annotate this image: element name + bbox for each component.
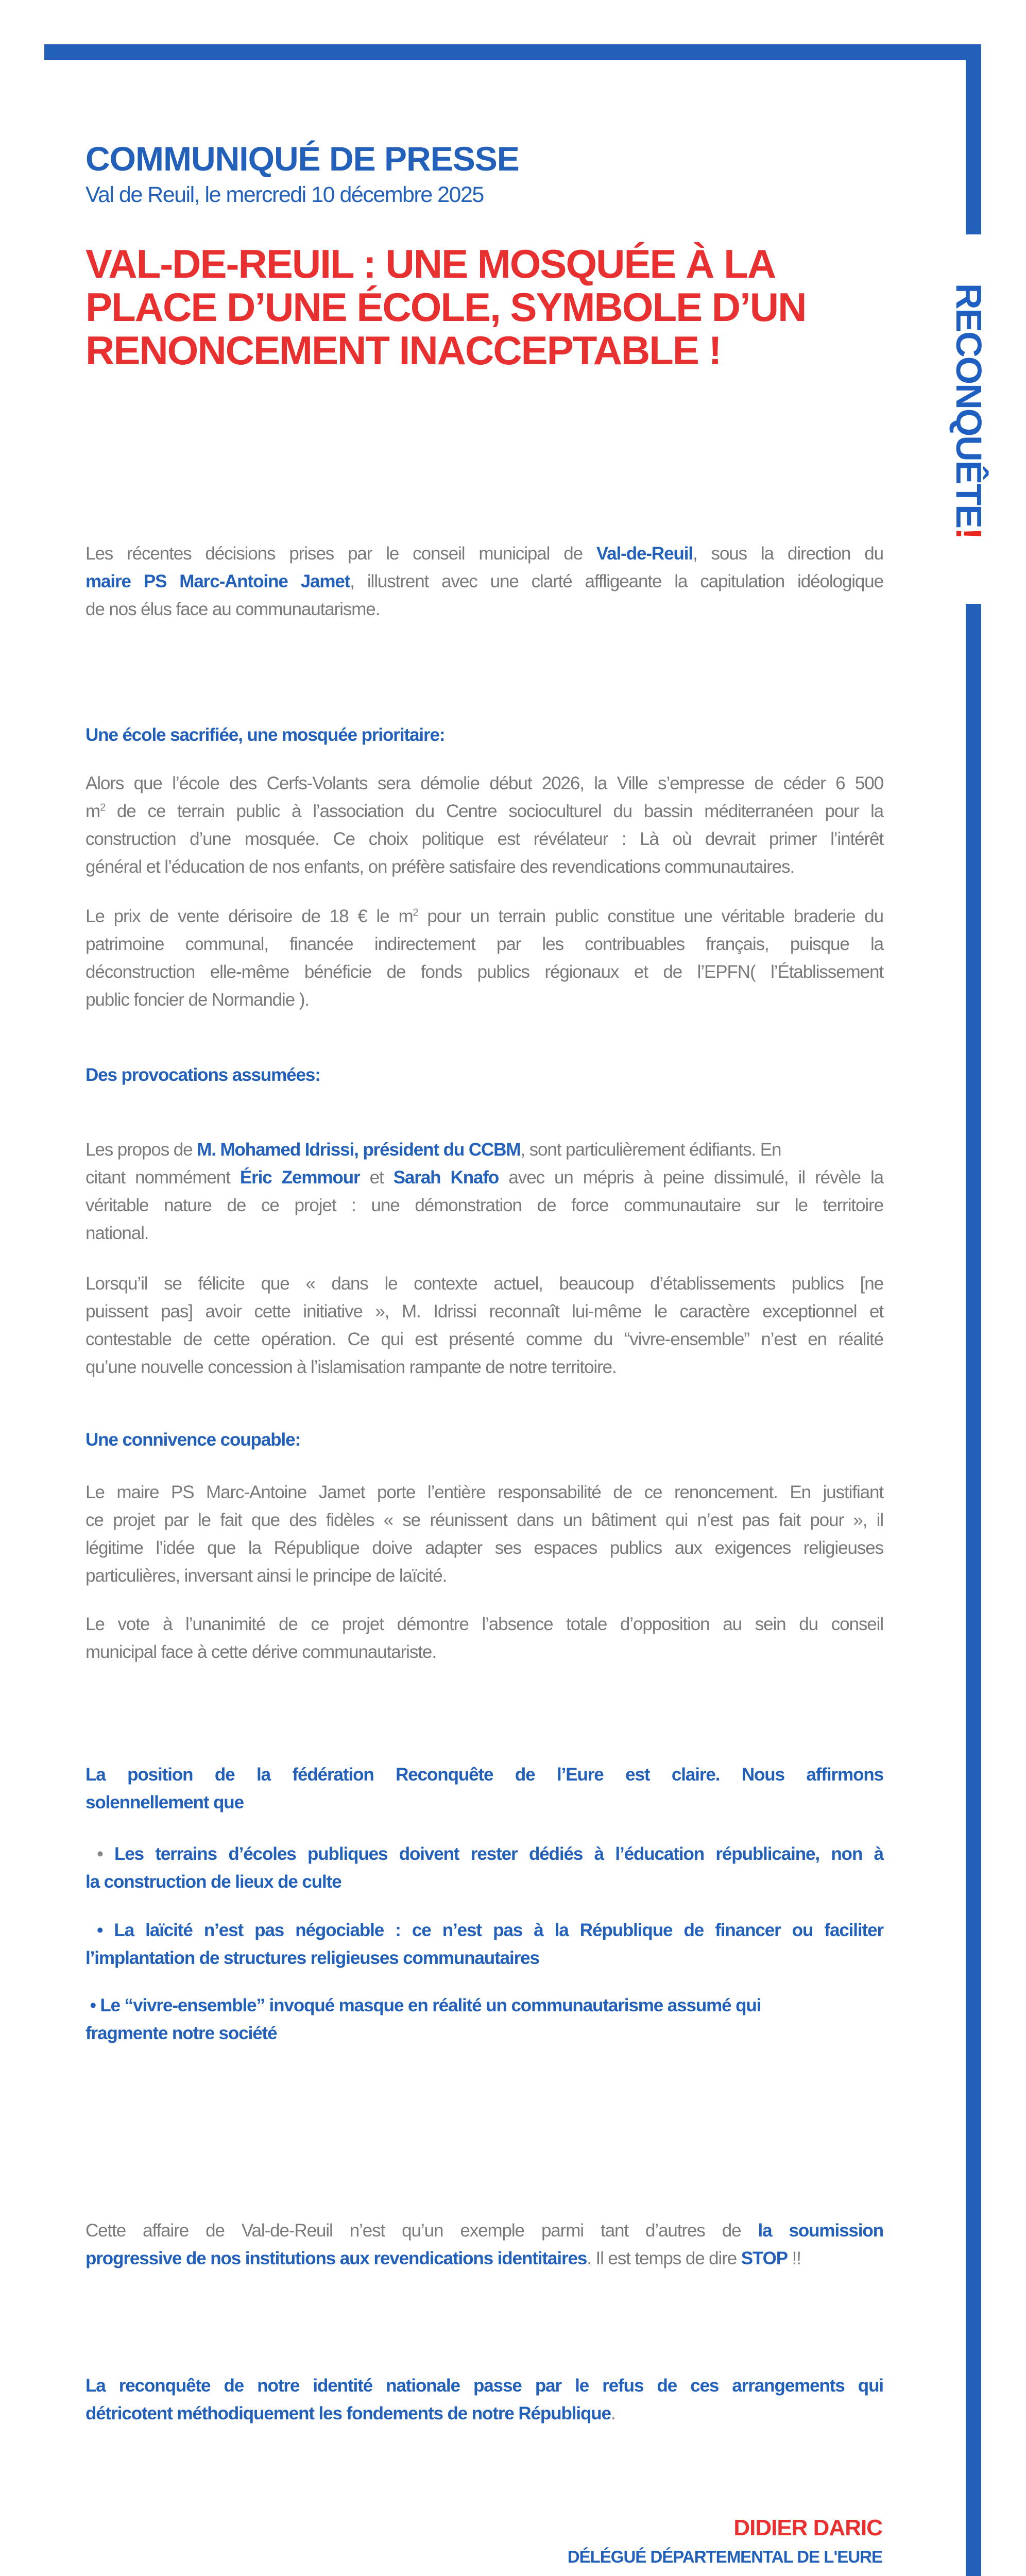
text-line: Lorsqu’il se félicite que « dans le contexte actuel, beaucoup d’établissements publics [ne (86, 1274, 883, 1294)
text-line: déconstruction elle-même bénéficie de fonds publics régionaux et de l’EPFN( l’Établissement (86, 962, 883, 982)
headline (86, 242, 910, 372)
reconquete-logo (949, 283, 989, 552)
signature-name: DIDIER DARIC (733, 2515, 882, 2540)
frame-bar-right-lower (966, 604, 981, 2576)
text-line: municipal face à cette dérive communautariste. (86, 1642, 436, 1662)
text-line (86, 2400, 883, 2428)
text-run: , sous la direction du (693, 544, 883, 564)
bullet-text: La laïcité n’est pas négociable : ce n’est pas à la République de financer ou faciliter (114, 1920, 883, 1940)
text-line: qu’une nouvelle concession à l’islamisation rampante de notre territoire. (86, 1357, 617, 1377)
text-run: pour un terrain public constitue une véritable braderie du (418, 906, 883, 926)
highlight-zemmour: Éric Zemmour (240, 1167, 360, 1188)
press-release-date: Val de Reuil, le mercredi 10 décembre 2025 (86, 182, 484, 207)
signature-role: DÉLÉGUÉ DÉPARTEMENTAL DE L'EURE (567, 2547, 882, 2566)
headline-line: RENONCEMENT INACCEPTABLE ! (86, 328, 721, 373)
highlight-val-de-reuil: Val-de-Reuil (596, 544, 693, 564)
text-line: particulières, inversant ainsi le principe de laïcité. (86, 1566, 447, 1586)
text-run: Les propos de (86, 1140, 197, 1160)
text-line: contestable de cette opération. Ce qui est présenté comme du “vivre-ensemble” n’est en réalité (86, 1329, 883, 1349)
text-line: construction d’une mosquée. Ce choix politique est révélateur : Là où devrait primer l’intérêt (86, 829, 883, 849)
text-line: Alors que l’école des Cerfs-Volants sera démolie début 2026, la Ville s’empresse de céder 6 500 (86, 773, 883, 793)
bullet-text: Les terrains d’écoles publiques doivent rester dédiés à l’éducation républicaine, non à (114, 1844, 883, 1864)
text-line: ce projet par le fait que des fidèles « se réunissent dans un bâtiment qui n’est pas fait pour », il (86, 1510, 883, 1530)
text-run: Le prix de vente dérisoire de 18 € le m (86, 906, 413, 926)
text-line: fragmente notre société (86, 2023, 277, 2043)
section-heading: Une connivence coupable: (86, 1430, 301, 1450)
highlight-institutions: progressive de nos institutions aux revendications identitaires (86, 2248, 587, 2268)
text-line: La position de la fédération Reconquête de l’Eure est claire. Nous affirmons (86, 1765, 883, 1785)
paragraph (86, 770, 883, 881)
paragraph (86, 1136, 883, 1247)
text-run: , sont particulièrement édifiants. En (520, 1140, 781, 1160)
text-line: de nos élus face au communautarisme. (86, 599, 380, 619)
final-statement (86, 2372, 883, 2428)
text-line (86, 2245, 883, 2273)
text-run: m (86, 801, 100, 821)
bullet-icon: • (90, 1995, 96, 2015)
bullet-item (86, 1840, 883, 1896)
frame-bar-top (44, 44, 981, 60)
text-line: l’implantation de structures religieuses communautaires (86, 1948, 539, 1968)
text-run: avec un mépris à peine dissimulé, il révèle la (499, 1167, 883, 1188)
text-line (86, 1136, 883, 1164)
text-line (86, 1992, 883, 2020)
text-line: général et l’éducation de nos enfants, on préfère satisfaire des revendications communautaires. (86, 857, 795, 877)
highlight-idrissi: M. Mohamed Idrissi, président du CCBM (197, 1140, 521, 1160)
closing-paragraph (86, 2217, 883, 2273)
paragraph (86, 1479, 883, 1590)
text-run: , illustrent avec une clarté affligeante la capitulation idéologique (350, 571, 883, 591)
logo-text: RECONQUÊTE (949, 283, 989, 528)
text-run: . Il est temps de dire (587, 2248, 741, 2268)
text-line: légitime l’idée que la République doive adapter ses espaces publics aux exigences religieuses (86, 1538, 883, 1558)
text-run: citant nommément (86, 1167, 240, 1188)
text-line: La reconquête de notre identité nationale passe par le refus de ces arrangements qui (86, 2376, 883, 2396)
text-line (86, 1164, 883, 1192)
highlight-soumission: la soumission (758, 2221, 883, 2241)
frame-bar-right-upper (966, 44, 981, 234)
text-line: public foncier de Normandie ). (86, 990, 309, 1010)
text-run: !! (788, 2248, 801, 2268)
section-heading: Une école sacrifiée, une mosquée prioritaire: (86, 725, 445, 745)
text-line (86, 568, 883, 596)
text-line: Le vote à l’unanimité de ce projet démontre l’absence totale d’opposition au sein du conseil (86, 1614, 883, 1634)
headline-line: PLACE D’UNE ÉCOLE, SYMBOLE D’UN (86, 284, 806, 330)
text-line (86, 1840, 883, 1868)
bullet-text: Le “vivre-ensemble” invoqué masque en réalité un communautarisme assumé qui (100, 1995, 761, 2015)
superscript: 2 (413, 907, 418, 919)
text-line: patrimoine communal, financée indirectement par les contribuables français, puisque la (86, 934, 883, 954)
text-line (86, 798, 883, 825)
intro-paragraph (86, 540, 883, 623)
paragraph (86, 1611, 883, 1666)
text-line (86, 1917, 883, 1944)
federation-position (86, 1761, 883, 1817)
text-line: national. (86, 1223, 149, 1243)
highlight-knafo: Sarah Knafo (393, 1167, 499, 1188)
paragraph (86, 1270, 883, 1381)
text-line: solennellement que (86, 1792, 244, 1812)
text-line (86, 2217, 883, 2245)
text-run: . (610, 2403, 615, 2424)
text-line: véritable nature de ce projet : une démonstration de force communautaire sur le territoire (86, 1195, 883, 1215)
text-line (86, 540, 883, 568)
text-line (86, 903, 883, 930)
text-line: puissent pas] avoir cette initiative », M. Idrissi reconnaît lui-même le caractère exceptionnel et (86, 1301, 883, 1321)
highlight-stop: STOP (741, 2248, 788, 2268)
section-heading: Des provocations assumées: (86, 1065, 320, 1085)
headline-line: VAL-DE-REUIL : UNE MOSQUÉE À LA (86, 241, 776, 286)
text-line: la construction de lieux de culte (86, 1872, 341, 1892)
logo-exclamation: ! (949, 527, 989, 539)
superscript: 2 (100, 802, 106, 814)
bullet-icon: • (97, 1920, 103, 1940)
bullet-icon: • (97, 1844, 103, 1864)
text-run: détricotent méthodiquement les fondements de notre République (86, 2403, 611, 2424)
text-run: de ce terrain public à l’association du Centre socioculturel du bassin méditerranéen pour la (105, 801, 883, 821)
text-line: Le maire PS Marc-Antoine Jamet porte l’entière responsabilité de ce renoncement. En justifiant (86, 1482, 883, 1502)
text-run: Cette affaire de Val-de-Reuil n’est qu’un exemple parmi tant d’autres de (86, 2221, 758, 2241)
paragraph (86, 903, 883, 1014)
press-release-title: COMMUNIQUÉ DE PRESSE (86, 140, 519, 178)
bullet-item (86, 1992, 883, 2047)
text-run: Les récentes décisions prises par le conseil municipal de (86, 544, 596, 564)
highlight-mayor: maire PS Marc-Antoine Jamet (86, 571, 350, 591)
text-run: et (360, 1167, 394, 1188)
bullet-item (86, 1917, 883, 1972)
